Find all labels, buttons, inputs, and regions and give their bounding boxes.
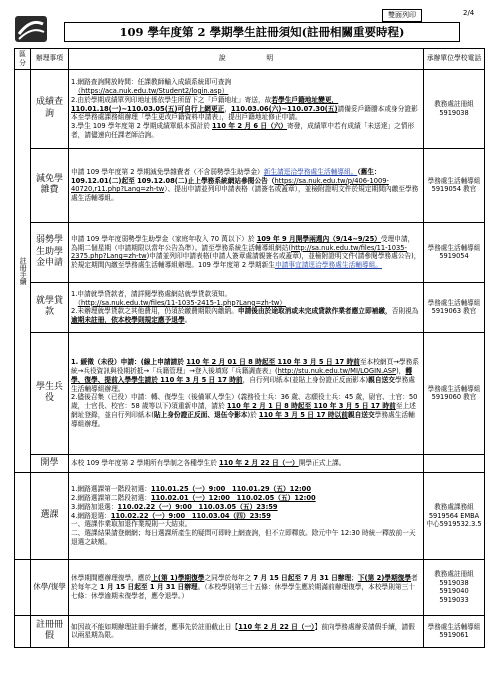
item-deferral: 註冊冊假 [31,615,69,647]
item-grades: 成績查詢 [31,69,69,148]
desc-grades: 1.網路查詢開放時間：任課教師輸入成績系統即可查詢 （https://aca.nuk.edu.tw/Student2/login.asp） 2.由於學期成績單列印地址係依學生所留下之「戶籍地址」寄送，故若學生戶籍地址變更，110.01.18(一)~110.03.05(五)可自行上網更正，110.03.06(六)~110.07.30(五)請備妥戶籍謄本或身分證影本至學務處課務組辦理「學生更改戶籍資料申請表」，提出戶籍地址修正申請。 3.學生 109 學年度第 2 學期成績單紙本預計於 110 年 2 月 6 日（六）寄發，成績單中若有成績「未送達」之情形者，請儘速向任課老師洽詢。 [69,69,424,148]
col-header-category: 區分 [15,49,31,70]
desc-suspend: 休學期間應辦理復學，應於上(第 1)學期復學之同學於每年之 7 月 15 日起至 7 月 31 日辦理；下(第 2)學期復學者於每年之 1 月 15 日起至 1 月 31 日辦理。（本校學則第三十五條：休學學生應於期滿前辦理復學，本校學則第三十七條：休學逾期未復學者，應令退學。） [69,559,424,615]
dept-grades: 教務處註冊組5919038 [424,69,485,148]
category-cell-empty-3 [15,615,31,647]
table-header-row [15,49,485,70]
table-row-loan [15,282,485,332]
desc-course: 1.網路選課第一階段初選：110.01.25（一）9:00 110.01.29（五）12:00 2.網路選課第二階段初選：110.02.01（一）12:00 110.02.05（五）12:00 3.網路加退選：110.02.22（一）9:00 110.03.05（五）23:59 4.網路退選：110.02.22（一）9:00 110.03.04（四）23:59 一、選課作業取加退作業規則一大結束。 二、選課結果請登網網；每日選課所產生的疑問可即時上網查詢，但不立即釋放。除元中午 12:30 時統一釋放前一天退選之缺額。 [69,472,424,559]
dept-aid: 學務處生活輔導組5919054 [424,222,485,282]
link-grades-query[interactable]: （https://aca.nuk.edu.tw/Student2/login.asp） [77,86,229,95]
table-row-tuition-waiver [15,148,485,222]
desc-aid: 申請 109 學年度弱勢學生助學金（家庭年收入 70 萬以下）於 109 年 9 月開學兩週內（9/14~9/25）受理申請，為期二個星期（申請期限以當年公告為準）。請至學務系統生活輔導組網站(http://sa.nuk.edu.tw/files/11-1035-2375.php?Lang=zh-tw)申請並列印申請表格(申請人簽章處請親簽名或蓋章)，並檢附證明文件(請參閱學務處公告)，於規定期間內繳至學務處生活輔導組辦理。109 學年度第 2 學期新生申請事宜請逕洽學務處生活輔導組。 [69,222,424,282]
item-start: 開學 [31,454,69,472]
desc-deferral: 如因故不能如期辦理註冊手續者，應事先於註冊截止日【110 年 2 月 22 日（一）】前向學務處辦妥請假手續，請假以兩星期為限。 [69,615,424,647]
table-row-suspend [15,559,485,615]
dept-loan: 學務處生活輔導組5919063 教官 [424,282,485,332]
page-title: 109 學年度第 2 學期學生註冊須知(註冊相關重要時程) [64,22,460,42]
dept-military: 學務處生活輔導組5919060 教官 [424,332,485,454]
item-course: 選課 [31,472,69,559]
desc-military: 1. 緩徵（未役）申請：(線上申請請於 110 年 2 月 01 日 8 時起至 110 年 3 月 5 日 17 時前至本校網頁→學務系統→兵役資訊與役期折抵→「兵籍管理」→登入後填寫「兵籍調查表」(http://stu.nuk.edu.tw/MI/LOGIN.ASP)，轉學、復學、提前入學學生請於 110 年 3 月 5 日 17 時前，自行列印紙本(並貼上身份證正反面影本)親自送交學務處生活輔導組辦理。 2.儘後召集（已役）申請：轉、復學生（後備軍人學生）(義務役士兵：36 歲、志願役士兵：45 歲，尉官、士官：50 歲，士官長、校官：58 歲等以下)須重新申請，請於 110 年 2 月 1 日 8 時起至 110 年 3 月 5 日 17 時前至上述網址登錄，並自行列印紙本(貼上身份證正反面、退伍令影本)於 110 年 3 月 5 日 17 時以前親自送交學務處生活輔導組辦理。 [69,332,424,454]
table-row-course [15,472,485,559]
col-header-description: 說 明 [69,49,424,70]
dept-start [424,454,485,472]
category-label: 註冊手續 [19,256,28,285]
university-logo-icon [14,14,48,44]
page-number: 2/4 [463,9,475,17]
dept-deferral: 學務處生活輔導組5919061 [424,615,485,647]
link-aid[interactable]: http://sa.nuk.edu.tw/files/11-1035-2375.php?Lang=zh-tw [71,243,407,261]
link-military[interactable]: http://stu.nuk.edu.tw/MI/LOGIN.ASP [277,366,397,375]
item-military: 學生兵役 [31,332,69,454]
table-row-deferral [15,615,485,647]
registration-table [14,48,485,648]
item-loan: 就學貸款 [31,282,69,332]
table-row-military [15,332,485,454]
link-tuition-waiver[interactable]: https://sa.nuk.edu.tw/p/406-1009-40720,r11.php?Lang=zh-tw [71,176,389,194]
col-header-dept: 承辦單位學校電話 [424,49,485,70]
desc-loan: 1.申請就學貸款者，請詳閱學務處網站就學貸款須知。 （http://sa.nuk.edu.tw/files/11-1035-2415-1.php?Lang=zh-tw） 2.未辦理就學貸款之其他費用，仍須於繳費期限內繳納。申請後由於途取消或未完成貸款作業者應立即補繳，否則視為逾期未註冊，依本校學則規定應予退學。 [69,282,424,332]
dept-course: 教務處課務組5919564 EMBA 中心5919532.3.5 [424,472,485,559]
item-aid: 弱勢學生助學金申請 [31,222,69,282]
category-cell-empty-2 [15,559,31,615]
duplex-print-button[interactable]: 雙面列印 [382,9,422,22]
col-header-item: 辦理事項 [31,49,69,70]
table-row-grades [15,69,485,148]
category-cell-empty [15,472,31,559]
item-tuition-waiver: 減免學雜費 [31,148,69,222]
table-row-aid [15,222,485,282]
table-row-start [15,454,485,472]
desc-start: 本校 109 學年度第 2 學期所有學制之各種學生於 110 年 2 月 22 日（一）開學正式上課。 [69,454,424,472]
dept-suspend: 教務處註冊組5919038 5919040 5919033 [424,559,485,615]
item-suspend: 休學/復學 [31,559,69,615]
link-loan[interactable]: （http://sa.nuk.edu.tw/files/11-1035-2415-1.php?Lang=zh-tw） [77,298,286,307]
category-cell [15,69,31,472]
desc-tuition-waiver: 申請 109 學年度第 2 學期減免學雜費者（不含弱勢學生助學金）新生請逕洽學務處生活輔導組。（舊生：109.12.01(二)起至 109.12.08(二)止上學務系統網站參閱公告（https://sa.nuk.edu.tw/p/406-1009-40720,r11.php?Lang=zh-tw）、提出申請並列印申請表格（請簽名或蓋章），並檢附證明文件於規定期間內繳至學務處生活輔導組。 [69,148,424,222]
dept-tuition-waiver: 學務處生活輔導組5919054 教官 [424,148,485,222]
